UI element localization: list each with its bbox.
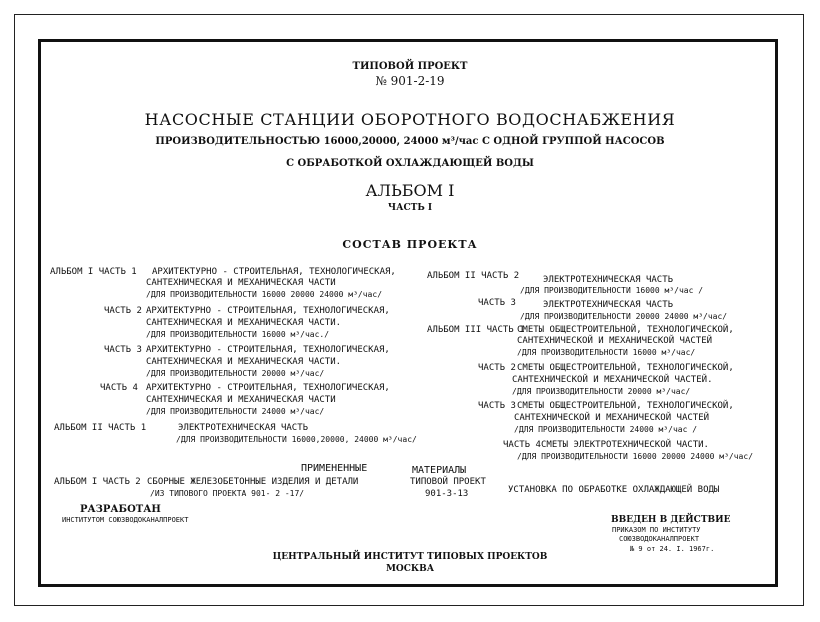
album-1-part-3-line-2: САНТЕХНИЧЕСКАЯ И МЕХАНИЧЕСКАЯ ЧАСТИ. [146, 357, 342, 367]
album-1-part-2-line-3: /ДЛЯ ПРОИЗВОДИТЕЛЬНОСТИ 16000 м³/час./ [146, 330, 330, 339]
album-3-part-4-line-1: СМЕТЫ ЭЛЕКТРОТЕХНИЧЕСКОЙ ЧАСТИ. [541, 440, 709, 450]
album-1-part-2-line-1: АРХИТЕКТУРНО - СТРОИТЕЛЬНАЯ, ТЕХНОЛОГИЧЕСКАЯ, [146, 306, 390, 316]
enacted-title: ВВЕДЕН В ДЕЙСТВИЕ [611, 515, 731, 525]
album-1-part-2-label: ЧАСТЬ 2 [104, 306, 142, 316]
document-subtitle-2: С ОБРАБОТКОЙ ОХЛАЖДАЮЩЕЙ ВОДЫ [286, 158, 534, 169]
album-1-part-4-line-3: /ДЛЯ ПРОИЗВОДИТЕЛЬНОСТИ 24000 м³/час/ [146, 407, 325, 416]
album-3-part-1-label: АЛЬБОМ III ЧАСТЬ 1 [427, 325, 525, 335]
footer-institute: ЦЕНТРАЛЬНЫЙ ИНСТИТУТ ТИПОВЫХ ПРОЕКТОВ [272, 552, 548, 562]
album-2-part-1-label: АЛЬБОМ II ЧАСТЬ 1 [54, 423, 147, 433]
album-title: АЛЬБОМ I [365, 181, 455, 200]
album-2-part-3-line-1: ЭЛЕКТРОТЕХНИЧЕСКАЯ ЧАСТЬ [543, 300, 674, 310]
applied-heading-b: МАТЕРИАЛЫ [412, 465, 467, 476]
developed-by: ИНСТИТУТОМ СОЮЗВОДОКАНАЛПРОЕКТ [62, 516, 189, 524]
typical-project-label: ТИПОВОЙ ПРОЕКТ [410, 477, 486, 487]
applied-heading-a: ПРИМЕНЕННЫЕ [301, 463, 368, 474]
album-1-part-3-label: ЧАСТЬ 3 [104, 345, 142, 355]
album-1-part-3-line-1: АРХИТЕКТУРНО - СТРОИТЕЛЬНАЯ, ТЕХНОЛОГИЧЕСКАЯ, [146, 345, 390, 355]
footer-city: МОСКВА [385, 564, 435, 574]
developed-title: РАЗРАБОТАН [80, 504, 161, 515]
document-title: НАСОСНЫЕ СТАНЦИИ ОБОРОТНОГО ВОДОСНАБЖЕНИЯ [144, 110, 676, 129]
album-3-part-2-line-3: /ДЛЯ ПРОИЗВОДИТЕЛЬНОСТИ 20000 м³/час/ [512, 387, 691, 396]
typical-project-number: 901-3-13 [425, 489, 469, 499]
album-2-part-1-line-1: ЭЛЕКТРОТЕХНИЧЕСКАЯ ЧАСТЬ [178, 423, 309, 433]
album-2-part-2-label: АЛЬБОМ II ЧАСТЬ 2 [427, 271, 520, 281]
enacted-line-3: № 9 от 24. I. 1967г. [630, 545, 715, 553]
enacted-line-1: ПРИКАЗОМ ПО ИНСТИТУТУ [612, 526, 701, 534]
album-3-part-2-line-1: СМЕТЫ ОБЩЕСТРОИТЕЛЬНОЙ, ТЕХНОЛОГИЧЕСКОЙ, [517, 363, 734, 373]
album-3-part-3-line-3: /ДЛЯ ПРОИЗВОДИТЕЛЬНОСТИ 24000 м³/час / [514, 425, 698, 434]
project-number: № 901-2-19 [375, 74, 445, 88]
album-3-part-3-line-2: САНТЕХНИЧЕСКОЙ И МЕХАНИЧЕСКОЙ ЧАСТЕЙ [514, 413, 710, 423]
album-1-part-1-label: АЛЬБОМ I ЧАСТЬ 1 [50, 267, 137, 277]
album-3-part-3-line-1: СМЕТЫ ОБЩЕСТРОИТЕЛЬНОЙ, ТЕХНОЛОГИЧЕСКОЙ, [517, 401, 734, 411]
typical-project-description: УСТАНОВКА ПО ОБРАБОТКЕ ОХЛАЖДАЮЩЕЙ ВОДЫ [508, 485, 720, 495]
album-1-part-1-line-2: САНТЕХНИЧЕСКАЯ И МЕХАНИЧЕСКАЯ ЧАСТИ [146, 278, 336, 288]
album-3-part-2-label: ЧАСТЬ 2 [478, 363, 516, 373]
album-1-part-4-line-1: АРХИТЕКТУРНО - СТРОИТЕЛЬНАЯ, ТЕХНОЛОГИЧЕСКАЯ, [146, 383, 390, 393]
album-2-part-3-label: ЧАСТЬ 3 [478, 298, 516, 308]
album-3-part-1-line-2: САНТЕХНИЧЕСКОЙ И МЕХАНИЧЕСКОЙ ЧАСТЕЙ [517, 336, 713, 346]
album-1-part-4-line-2: САНТЕХНИЧЕСКАЯ И МЕХАНИЧЕСКАЯ ЧАСТИ [146, 395, 336, 405]
applied-album-1-part-2-line-2: /ИЗ ТИПОВОГО ПРОЕКТА 901- 2 -17/ [150, 489, 305, 498]
album-2-part-2-line-2: /ДЛЯ ПРОИЗВОДИТЕЛЬНОСТИ 16000 м³/час / [520, 286, 704, 295]
type-project-label: ТИПОВОЙ ПРОЕКТ [352, 61, 468, 72]
album-1-part-1-line-3: /ДЛЯ ПРОИЗВОДИТЕЛЬНОСТИ 16000 20000 24000 м³/час/ [146, 290, 383, 299]
album-3-part-4-line-2: /ДЛЯ ПРОИЗВОДИТЕЛЬНОСТИ 16000 20000 24000 м³/час/ [517, 452, 754, 461]
album-2-part-2-line-1: ЭЛЕКТРОТЕХНИЧЕСКАЯ ЧАСТЬ [543, 275, 674, 285]
part-title: ЧАСТЬ I [387, 203, 433, 213]
album-2-part-3-line-2: /ДЛЯ ПРОИЗВОДИТЕЛЬНОСТИ 20000 24000 м³/час/ [520, 312, 728, 321]
album-3-part-1-line-3: /ДЛЯ ПРОИЗВОДИТЕЛЬНОСТИ 16000 м³/час/ [517, 348, 696, 357]
composition-heading: СОСТАВ ПРОЕКТА [342, 238, 478, 251]
album-1-part-3-line-3: /ДЛЯ ПРОИЗВОДИТЕЛЬНОСТИ 20000 м³/час/ [146, 369, 325, 378]
album-3-part-4-label: ЧАСТЬ 4 [503, 440, 541, 450]
enacted-line-2: СОЮЗВОДОКАНАЛПРОЕКТ [619, 535, 700, 543]
album-1-part-4-label: ЧАСТЬ 4 [100, 383, 138, 393]
applied-album-1-part-2-line-1: СБОРНЫЕ ЖЕЛЕЗОБЕТОННЫЕ ИЗДЕЛИЯ И ДЕТАЛИ [147, 477, 359, 487]
album-3-part-1-line-1: СМЕТЫ ОБЩЕСТРОИТЕЛЬНОЙ, ТЕХНОЛОГИЧЕСКОЙ, [517, 325, 734, 335]
album-1-part-2-line-2: САНТЕХНИЧЕСКАЯ И МЕХАНИЧЕСКАЯ ЧАСТИ. [146, 318, 342, 328]
album-3-part-2-line-2: САНТЕХНИЧЕСКОЙ И МЕХАНИЧЕСКОЙ ЧАСТЕЙ. [512, 375, 713, 385]
applied-album-1-part-2-label: АЛЬБОМ I ЧАСТЬ 2 [54, 477, 141, 487]
album-3-part-3-label: ЧАСТЬ 3 [478, 401, 516, 411]
album-2-part-1-line-2: /ДЛЯ ПРОИЗВОДИТЕЛЬНОСТИ 16000,20000, 24000 м³/час/ [176, 435, 417, 444]
document-subtitle: ПРОИЗВОДИТЕЛЬНОСТЬЮ 16000,20000, 24000 м³/час С ОДНОЙ ГРУППОЙ НАСОСОВ [155, 136, 665, 147]
album-1-part-1-line-1: АРХИТЕКТУРНО - СТРОИТЕЛЬНАЯ, ТЕХНОЛОГИЧЕСКАЯ, [152, 267, 396, 277]
